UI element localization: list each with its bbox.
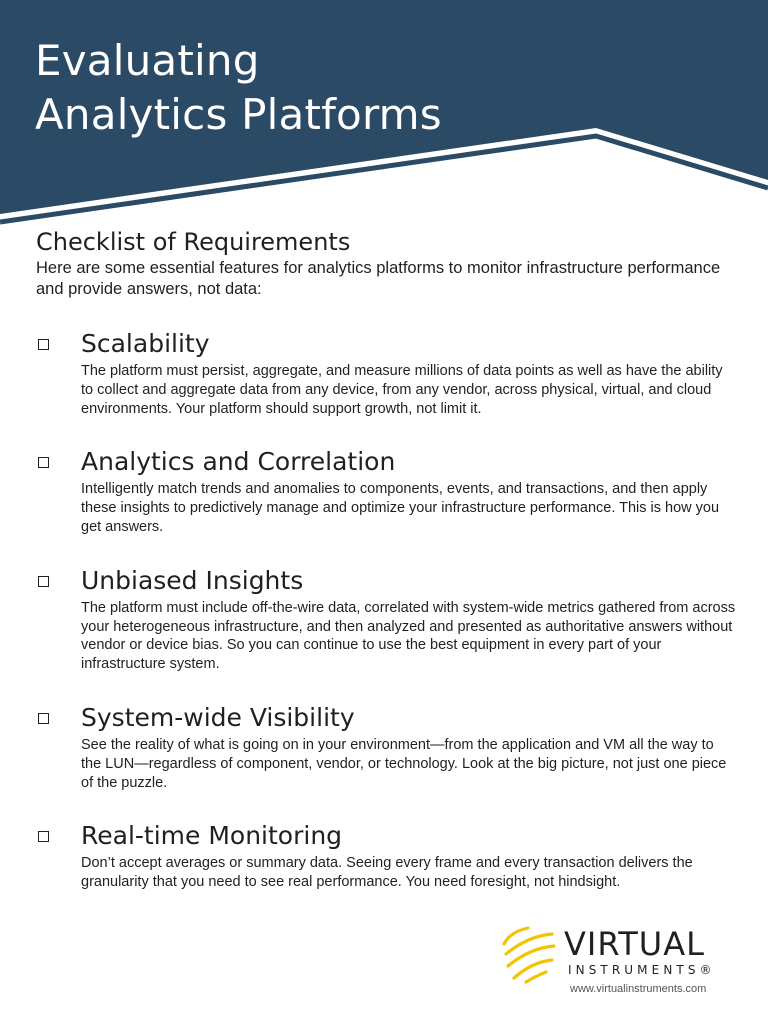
checklist-heading: Checklist of Requirements bbox=[36, 228, 351, 256]
page-title-line2: Analytics Platforms bbox=[35, 90, 442, 139]
checklist-item-title: Unbiased Insights bbox=[81, 565, 304, 595]
checklist-item-description: See the reality of what is going on in your environment—from the application and VM all the way to the LUN—regardless of component, vendor, or technology. Look at the big picture, not just one piece of the puzzle. bbox=[81, 736, 727, 791]
checklist-item-unbiased-insights bbox=[36, 563, 736, 674]
logo-swoosh-icon bbox=[498, 922, 558, 986]
checklist-item-analytics-correlation bbox=[36, 444, 736, 536]
checklist-item-title: Scalability bbox=[81, 329, 210, 358]
intro-section bbox=[36, 226, 736, 300]
checklist-item-system-wide-visibility bbox=[36, 700, 736, 792]
checklist-item-title: Analytics and Correlation bbox=[81, 447, 396, 477]
page-title-line1: Evaluating bbox=[35, 36, 260, 85]
company-logo bbox=[498, 922, 738, 1002]
website-url: www.virtualinstruments.com bbox=[570, 983, 707, 995]
checklist-item-title: System-wide Visibility bbox=[81, 702, 355, 732]
checkbox-icon[interactable] bbox=[38, 713, 49, 724]
checklist-item-title: Real-time Monitoring bbox=[81, 821, 343, 851]
checklist-item-scalability bbox=[36, 326, 736, 418]
checkbox-icon[interactable] bbox=[38, 457, 49, 468]
checkbox-icon[interactable] bbox=[38, 339, 49, 350]
requirements-checklist bbox=[36, 326, 736, 918]
intro-paragraph: Here are some essential features for analytics platforms to monitor infrastructure performance and provide answers, not data: bbox=[36, 259, 721, 298]
checkbox-icon[interactable] bbox=[38, 831, 49, 842]
checkbox-icon[interactable] bbox=[38, 576, 49, 587]
logo-subtitle: INSTRUMENTS® bbox=[568, 963, 716, 977]
checklist-item-description: The platform must include off-the-wire data, correlated with system-wide metrics gathered from across your heterogeneous infrastructure, and then analyzed and presented as authoritative answers without vendor or device bias. So you can continue to use the best equipment in every part of your infrastructure system. bbox=[81, 599, 736, 673]
checklist-item-description: Intelligently match trends and anomalies to components, events, and transactions, and then apply these insights to predictively manage and optimize your infrastructure performance. This is how you get answers. bbox=[81, 481, 720, 535]
checklist-item-description: The platform must persist, aggregate, and measure millions of data points as well as have the ability to collect and aggregate data from any device, from any vendor, across physical, virtual, and cloud environments. Your platform should support growth, not limit it. bbox=[81, 363, 723, 417]
checklist-item-description: Don’t accept averages or summary data. Seeing every frame and every transaction delivers the granularity that you need to see real performance. You need foresight, not hindsight. bbox=[81, 855, 693, 891]
header-banner bbox=[0, 0, 768, 240]
page-title bbox=[35, 34, 442, 142]
checklist-item-real-time-monitoring bbox=[36, 818, 736, 892]
logo-wordmark: VIRTUAL bbox=[564, 925, 705, 963]
